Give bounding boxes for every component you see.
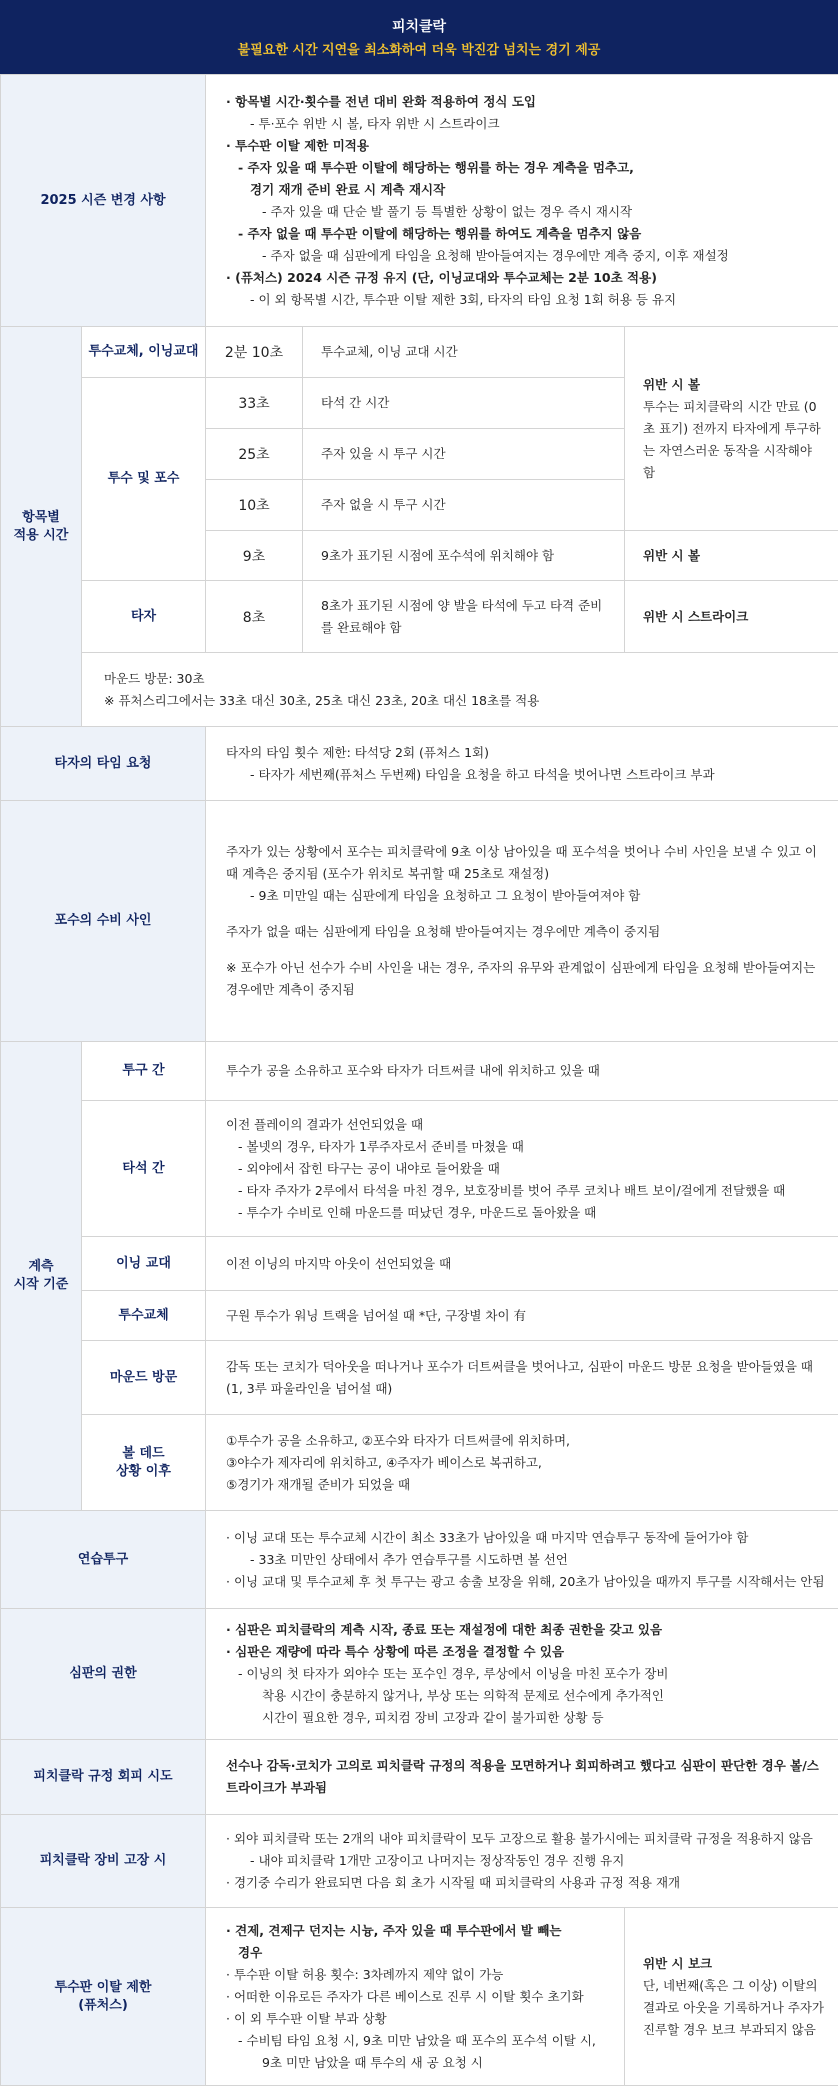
changes-line: - 주자 없을 때 심판에게 타임을 요청해 받아들여지는 경우에만 계측 중지, 이후 재설정 — [226, 245, 820, 267]
item-time-label: 항목별 적용 시간 — [1, 327, 82, 727]
dead-ball-content — [206, 1415, 838, 1511]
warmup-row — [1, 1511, 838, 1609]
batter-timeout-line: 타자의 타임 횟수 제한: 타석당 2회 (퓨처스 1회) — [226, 742, 820, 764]
disengage-row — [1, 1908, 838, 2086]
inning-change-label: 이닝 교대 — [82, 1237, 206, 1291]
pitch-interval-label: 투구 간 — [82, 1042, 206, 1101]
time-value: 25초 — [206, 429, 303, 480]
catcher-sign-p3: ※ 포수가 아닌 선수가 수비 사인을 내는 경우, 주자의 유무와 관계없이 심판에게 타임을 요청해 받아들여지는 경우에만 계측이 중지됨 — [226, 957, 820, 1001]
dead-ball-line: ③야수가 제자리에 위치하고, ④주자가 베이스로 복귀하고, — [226, 1452, 820, 1474]
pa-line: 이전 플레이의 결과가 선언되었을 때 — [226, 1114, 820, 1136]
warmup-content — [206, 1511, 838, 1609]
start-row-dead — [1, 1415, 838, 1511]
warmup-label: 연습투구 — [1, 1511, 206, 1609]
catcher-sign-p1: 주자가 있는 상황에서 포수는 피치클락에 9초 이상 남아있을 때 포수석을 벗어나 수비 사인을 보낼 수 있고 이때 계측은 중지됨 (포수가 위치로 복귀할 때 25초로 재설정) — [226, 841, 820, 885]
changes-line: · (퓨처스) 2024 시즌 규정 유지 (단, 이닝교대와 투수교체는 2분 10초 적용) — [226, 267, 820, 289]
batter-timeout-row — [1, 727, 838, 801]
futures-note: ※ 퓨처스리그에서는 33초 대신 30초, 25초 대신 23초, 20초 대신 18초를 적용 — [104, 690, 826, 712]
pa-line: - 투수가 수비로 인해 마운드를 떠났던 경우, 마운드로 돌아왔을 때 — [226, 1202, 820, 1224]
pitcher-change-label: 투수교체 — [82, 1291, 206, 1341]
disengage-violation-title: 위반 시 보크 — [643, 1953, 826, 1975]
pitcher-catcher-label: 투수 및 포수 — [82, 378, 206, 581]
catcher-sign-p2: 주자가 없을 때는 심판에게 타임을 요청해 받아들여지는 경우에만 계측이 중지됨 — [226, 921, 820, 943]
disengage-label: 투수판 이탈 제한 (퓨처스) — [1, 1908, 206, 2086]
changes-content — [206, 75, 838, 327]
umpire-content — [206, 1609, 838, 1740]
changes-row — [1, 75, 838, 327]
dead-ball-label: 볼 데드 상황 이후 — [82, 1415, 206, 1511]
pa-line: - 타자 주자가 2루에서 타석을 마친 경우, 보호장비를 벗어 주루 코치나 배트 보이/걸에게 전달했을 때 — [226, 1180, 820, 1202]
dead-ball-line: ⑤경기가 재개될 준비가 되었을 때 — [226, 1474, 820, 1496]
failure-content — [206, 1815, 838, 1908]
batter-label: 타자 — [82, 581, 206, 653]
disengage-line: 경우 — [226, 1942, 606, 1964]
batter-desc: 8초가 표기된 시점에 양 발을 타석에 두고 타격 준비를 완료해야 함 — [303, 581, 625, 653]
disengage-line: · 이 외 투수판 이탈 부과 상황 — [226, 2008, 606, 2030]
pitch-clock-rules-table — [0, 74, 838, 2086]
umpire-label: 심판의 권한 — [1, 1609, 206, 1740]
page-title: 피치클락 — [0, 16, 838, 38]
batter-timeout-line: - 타자가 세번째(퓨처스 두번째) 타임을 요청을 하고 타석을 벗어나면 스트라이크 부과 — [226, 764, 820, 786]
time-value: 9초 — [206, 531, 303, 581]
violation-ball-title: 위반 시 볼 — [643, 374, 826, 396]
batter-value: 8초 — [206, 581, 303, 653]
changes-line: - 이 외 항목별 시간, 투수판 이탈 제한 3회, 타자의 타임 요청 1회 허용 등 유지 — [226, 289, 820, 311]
warmup-line: - 33초 미만인 상태에서 추가 연습투구를 시도하면 볼 선언 — [226, 1549, 820, 1571]
catcher-sign-row — [1, 801, 838, 1042]
catcher-sign-content — [206, 801, 838, 1042]
disengage-content — [206, 1908, 625, 2086]
disengage-violation — [625, 1908, 838, 2086]
pitch-interval-text: 투수가 공을 소유하고 포수와 타자가 더트써클 내에 위치하고 있을 때 — [206, 1042, 838, 1101]
mound-visit-label: 마운드 방문 — [82, 1341, 206, 1415]
evasion-text: 선수나 감독·코치가 고의로 피치클락 규정의 적용을 모면하거나 회피하려고 했다고 심판이 판단한 경우 볼/스트라이크가 부과됨 — [206, 1740, 838, 1815]
pitcher-change-text: 구원 투수가 워닝 트랙을 넘어설 때 *단, 구장별 차이 有 — [206, 1291, 838, 1341]
spacer — [226, 907, 820, 921]
page-header — [0, 0, 838, 74]
pa-line: - 볼넷의 경우, 타자가 1루주자로서 준비를 마쳤을 때 — [226, 1136, 820, 1158]
time-desc: 주자 있을 시 투구 시간 — [303, 429, 625, 480]
changes-line: 경기 재개 준비 완료 시 계측 재시작 — [226, 179, 820, 201]
evasion-label: 피치클락 규정 회피 시도 — [1, 1740, 206, 1815]
umpire-line: 착용 시간이 충분하지 않거나, 부상 또는 의학적 문제로 선수에게 추가적인 — [226, 1685, 820, 1707]
failure-line: · 경기중 수리가 완료되면 다음 회 초가 시작될 때 피치클락의 사용과 규정 적용 재개 — [226, 1872, 820, 1894]
disengage-line: · 견제, 견제구 던지는 시늉, 주자 있을 때 투수판에서 발 빼는 — [226, 1920, 606, 1942]
start-row-pchange — [1, 1291, 838, 1341]
violation-ball-short: 위반 시 볼 — [625, 531, 838, 581]
page-subtitle: 불필요한 시간 지연을 최소화하여 더욱 박진감 넘치는 경기 제공 — [0, 40, 838, 62]
changes-line: - 주자 있을 때 단순 발 풀기 등 특별한 상황이 없는 경우 즉시 재시작 — [226, 201, 820, 223]
start-row-pitch — [1, 1042, 838, 1101]
umpire-row — [1, 1609, 838, 1740]
catcher-sign-label: 포수의 수비 사인 — [1, 801, 206, 1042]
dead-ball-line: ①투수가 공을 소유하고, ②포수와 타자가 더트써클에 위치하며, — [226, 1430, 820, 1452]
mound-visit-note: 마운드 방문: 30초 — [104, 668, 826, 690]
time-value: 10초 — [206, 480, 303, 531]
warmup-line: · 이닝 교대 및 투수교체 후 첫 투구는 광고 송출 보장을 위해, 20초가 남아있을 때까지 투구를 시작해서는 안됨 — [226, 1571, 820, 1593]
pa-line: - 외야에서 잡힌 타구는 공이 내야로 들어왔을 때 — [226, 1158, 820, 1180]
changes-line: · 항목별 시간·횟수를 전년 대비 완화 적용하여 정식 도입 — [226, 91, 820, 113]
batter-timeout-content — [206, 727, 838, 801]
start-label: 계측 시작 기준 — [1, 1042, 82, 1511]
start-row-pa — [1, 1101, 838, 1237]
violation-strike: 위반 시 스트라이크 — [625, 581, 838, 653]
disengage-line: 9초 미만 남았을 때 투수의 새 공 요청 시 — [226, 2052, 606, 2074]
umpire-line: 시간이 필요한 경우, 피치컴 장비 고장과 같이 불가피한 상황 등 — [226, 1707, 820, 1729]
changes-label: 2025 시즌 변경 사항 — [1, 75, 206, 327]
batter-timeout-label: 타자의 타임 요청 — [1, 727, 206, 801]
violation-ball-note — [625, 327, 838, 531]
start-row-inning — [1, 1237, 838, 1291]
time-row-change — [1, 327, 838, 378]
disengage-line: · 어떠한 이유로든 주자가 다른 베이스로 진루 시 이탈 횟수 초기화 — [226, 1986, 606, 2008]
changes-line: · 투수판 이탈 제한 미적용 — [226, 135, 820, 157]
umpire-line: - 이닝의 첫 타자가 외야수 또는 포수인 경우, 루상에서 이닝을 마친 포수가 장비 — [226, 1663, 820, 1685]
start-row-mound — [1, 1341, 838, 1415]
violation-ball-desc: 투수는 피치클락의 시간 만료 (0초 표기) 전까지 타자에게 투구하는 자연스러운 동작을 시작해야 함 — [643, 396, 826, 484]
failure-line: - 내야 피치클락 1개만 고장이고 나머지는 정상작동인 경우 진행 유지 — [226, 1850, 820, 1872]
disengage-line: - 수비팀 타임 요청 시, 9초 미만 남았을 때 포수의 포수석 이탈 시, — [226, 2030, 606, 2052]
pa-interval-content — [206, 1101, 838, 1237]
pa-interval-label: 타석 간 — [82, 1101, 206, 1237]
changes-line: - 주자 없을 때 투수판 이탈에 해당하는 행위를 하여도 계측을 멈추지 않음 — [226, 223, 820, 245]
time-row-batter — [1, 581, 838, 653]
changes-line: - 투·포수 위반 시 볼, 타자 위반 시 스트라이크 — [226, 113, 820, 135]
time-notes-row — [1, 653, 838, 727]
umpire-line: · 심판은 피치클락의 계측 시작, 종료 또는 재설정에 대한 최종 권한을 갖고 있음 — [226, 1619, 820, 1641]
inning-change-text: 이전 이닝의 마지막 아웃이 선언되었을 때 — [206, 1237, 838, 1291]
spacer — [226, 943, 820, 957]
time-desc: 9초가 표기된 시점에 포수석에 위치해야 함 — [303, 531, 625, 581]
time-desc: 주자 없을 시 투구 시간 — [303, 480, 625, 531]
time-notes — [82, 653, 838, 727]
time-value: 33초 — [206, 378, 303, 429]
catcher-sign-p1-sub: - 9초 미만일 때는 심판에게 타임을 요청하고 그 요청이 받아들여져야 함 — [226, 885, 820, 907]
evasion-row — [1, 1740, 838, 1815]
change-label: 투수교체, 이닝교대 — [82, 327, 206, 378]
failure-label: 피치클락 장비 고장 시 — [1, 1815, 206, 1908]
disengage-violation-desc: 단, 네번째(혹은 그 이상) 이탈의 결과로 아웃을 기록하거나 주자가 진루할 경우 보크 부과되지 않음 — [643, 1975, 826, 2041]
umpire-line: · 심판은 재량에 따라 특수 상황에 따른 조정을 결정할 수 있음 — [226, 1641, 820, 1663]
changes-line: - 주자 있을 때 투수판 이탈에 해당하는 행위를 하는 경우 계측을 멈추고, — [226, 157, 820, 179]
change-value: 2분 10초 — [206, 327, 303, 378]
time-desc: 타석 간 시간 — [303, 378, 625, 429]
disengage-line: · 투수판 이탈 허용 횟수: 3차례까지 제약 없이 가능 — [226, 1964, 606, 1986]
failure-line: · 외야 피치클락 또는 2개의 내야 피치클락이 모두 고장으로 활용 불가시에는 피치클락 규정을 적용하지 않음 — [226, 1828, 820, 1850]
failure-row — [1, 1815, 838, 1908]
mound-visit-text: 감독 또는 코치가 덕아웃을 떠나거나 포수가 더트써클을 벗어나고, 심판이 마운드 방문 요청을 받아들였을 때 (1, 3루 파울라인을 넘어설 때) — [206, 1341, 838, 1415]
change-desc: 투수교체, 이닝 교대 시간 — [303, 327, 625, 378]
warmup-line: · 이닝 교대 또는 투수교체 시간이 최소 33초가 남아있을 때 마지막 연습투구 동작에 들어가야 함 — [226, 1527, 820, 1549]
